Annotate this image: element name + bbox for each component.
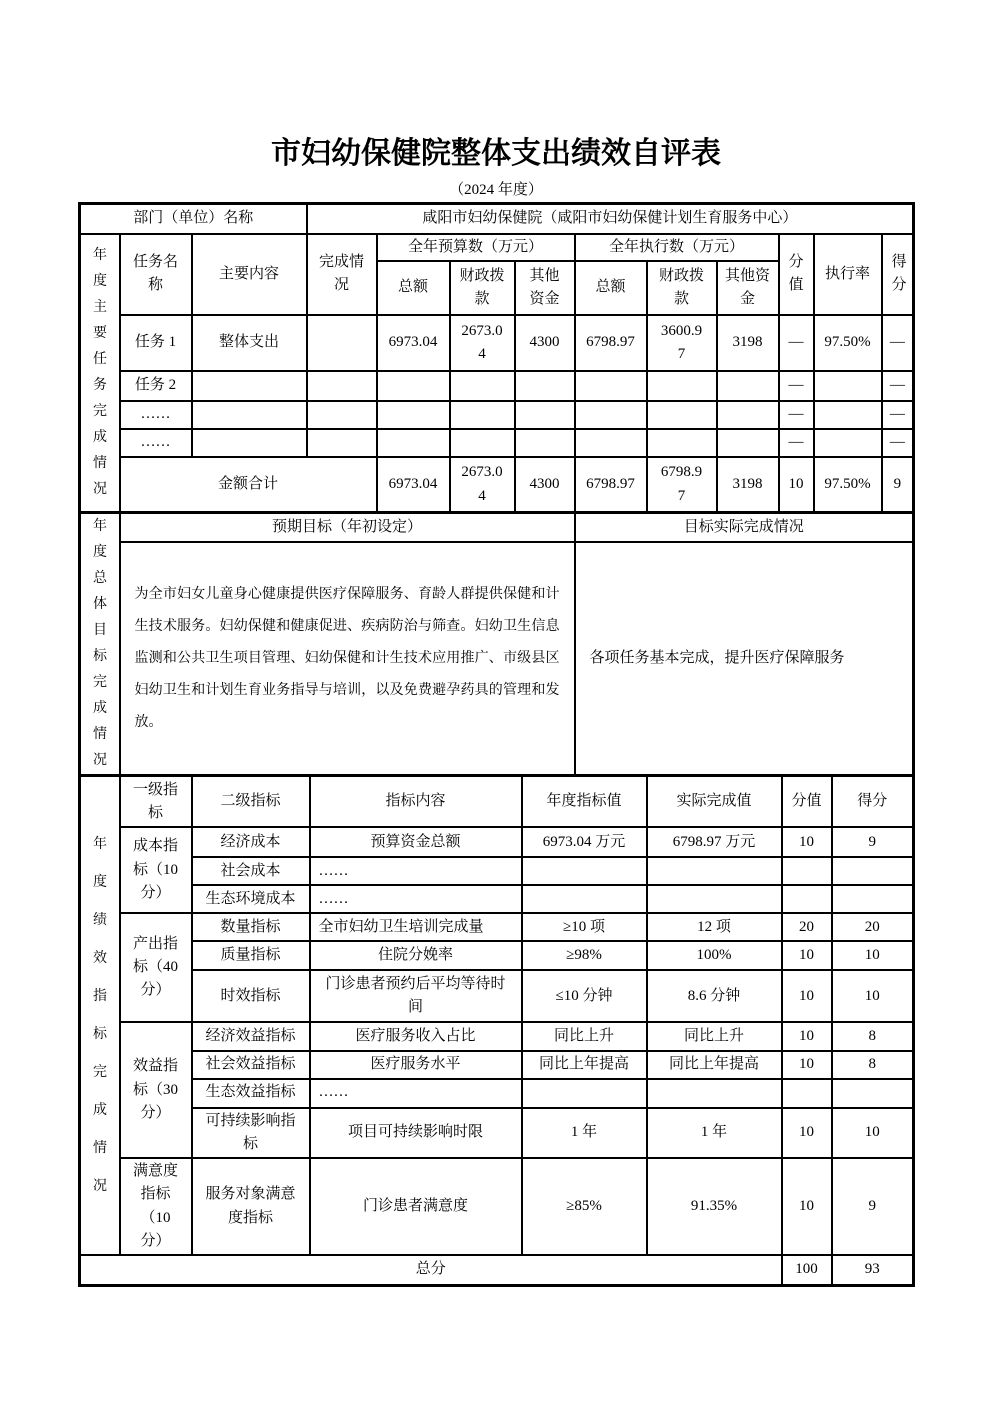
header-budget-fiscal: 财政拨款 — [450, 261, 515, 315]
evaluation-table — [78, 202, 912, 1287]
header-budget-group: 全年预算数（万元） — [377, 234, 575, 261]
level2-cell: 服务对象满意度指标 — [192, 1158, 310, 1255]
score-cell: 9 — [832, 827, 914, 857]
indicator-content-cell: 门诊患者预约后平均等待时间 — [310, 970, 522, 1022]
indicator-content-cell: 门诊患者满意度 — [310, 1158, 522, 1255]
exec-other-cell — [717, 371, 779, 401]
level2-cell: 数量指标 — [192, 913, 310, 941]
header-level2-indicator: 二级指标 — [192, 777, 310, 827]
task-row — [80, 371, 914, 401]
header-task-name: 任务名称 — [120, 234, 192, 315]
score-cell: — — [882, 429, 914, 457]
group-label-satisfaction: 满意度指标（10分） — [120, 1158, 192, 1255]
total-exec-total-cell: 6798.97 — [575, 457, 647, 513]
document-title: 市妇幼保健院整体支出绩效自评表 — [271, 137, 721, 170]
exec-rate-cell — [814, 371, 882, 401]
overall-goal-table — [78, 514, 915, 777]
group-label-cost: 成本指标（10分） — [120, 827, 192, 913]
completion-cell — [307, 401, 377, 429]
section2-side-label: 年度总体目标完成情况 — [80, 514, 120, 776]
budget-fiscal-cell — [450, 371, 515, 401]
points-cell — [782, 885, 832, 913]
indicator-row — [80, 941, 914, 970]
points-cell — [782, 857, 832, 885]
total-score-row — [80, 1255, 914, 1285]
points-cell: — — [779, 429, 814, 457]
task-name-cell: …… — [120, 401, 192, 429]
exec-fiscal-cell: 3600.97 — [647, 315, 717, 371]
target-value-cell — [522, 885, 647, 913]
points-cell: 10 — [782, 1051, 832, 1078]
exec-other-cell — [717, 401, 779, 429]
performance-indicators-table — [78, 777, 915, 1286]
task-name-cell: 任务 1 — [120, 315, 192, 371]
score-cell: 10 — [832, 1108, 914, 1159]
indicator-content-cell: 项目可持续影响时限 — [310, 1108, 522, 1159]
table-row — [80, 514, 914, 542]
budget-fiscal-cell — [450, 429, 515, 457]
header-exec-other: 其他资金 — [717, 261, 779, 315]
total-points-cell: 100 — [782, 1255, 832, 1285]
target-value-cell: ≤10 分钟 — [522, 970, 647, 1022]
indicator-content-cell: 预算资金总额 — [310, 827, 522, 857]
score-cell: 9 — [832, 1158, 914, 1255]
level2-cell: 可持续影响指标 — [192, 1108, 310, 1159]
task-name-cell: 任务 2 — [120, 371, 192, 401]
header-points: 分值 — [782, 777, 832, 827]
level2-cell: 社会效益指标 — [192, 1051, 310, 1078]
target-value-cell: ≥98% — [522, 941, 647, 970]
points-cell: 10 — [782, 1108, 832, 1159]
budget-total-cell — [377, 429, 450, 457]
main-content-cell: 整体支出 — [192, 315, 307, 371]
budget-other-cell — [515, 401, 575, 429]
points-cell: — — [779, 401, 814, 429]
actual-value-cell: 6798.97 万元 — [647, 827, 782, 857]
actual-completion-header: 目标实际完成情况 — [575, 514, 914, 542]
actual-completion-text: 各项任务基本完成，提升医疗保障服务 — [575, 542, 914, 775]
level2-cell: 时效指标 — [192, 970, 310, 1022]
target-value-cell: 同比上年提高 — [522, 1051, 647, 1078]
actual-value-cell: 同比上年提高 — [647, 1051, 782, 1078]
completion-cell — [307, 315, 377, 371]
score-cell: — — [882, 371, 914, 401]
exec-total-cell — [575, 429, 647, 457]
score-cell: 10 — [832, 941, 914, 970]
level2-cell: 经济效益指标 — [192, 1022, 310, 1051]
expected-goal-text: 为全市妇女儿童身心健康提供医疗保障服务、育龄人群提供保健和计生技术服务。妇幼保健和健康促进、疾病防治与筛查。妇幼卫生信息监测和公共卫生项目管理、妇幼保健和计生技术应用推广、市级县区妇幼卫生和计划生育业务指导与培训，以及免费避孕药具的管理和发放。 — [120, 542, 575, 775]
level2-cell: 社会成本 — [192, 857, 310, 885]
document-subtitle: （2024 年度） — [449, 182, 543, 198]
indicator-row — [80, 1022, 914, 1051]
actual-value-cell — [647, 1079, 782, 1108]
target-value-cell — [522, 857, 647, 885]
budget-total-cell — [377, 371, 450, 401]
score-cell: 20 — [832, 913, 914, 941]
level2-cell: 质量指标 — [192, 941, 310, 970]
total-points-cell: 10 — [779, 457, 814, 513]
score-cell: 8 — [832, 1051, 914, 1078]
budget-total-cell — [377, 401, 450, 429]
level2-cell: 生态环境成本 — [192, 885, 310, 913]
points-cell: 10 — [782, 1158, 832, 1255]
section3-side-label: 年度绩效指标完成情况 — [80, 777, 120, 1255]
group-label-benefit: 效益指标（30分） — [120, 1022, 192, 1158]
amount-total-row — [80, 457, 914, 513]
indicator-row — [80, 885, 914, 913]
task-row — [80, 401, 914, 429]
actual-value-cell: 91.35% — [647, 1158, 782, 1255]
budget-fiscal-cell — [450, 401, 515, 429]
exec-rate-cell — [814, 429, 882, 457]
indicator-content-cell: 全市妇幼卫生培训完成量 — [310, 913, 522, 941]
completion-cell — [307, 371, 377, 401]
actual-value-cell — [647, 857, 782, 885]
indicator-content-cell: 医疗服务水平 — [310, 1051, 522, 1078]
actual-value-cell: 8.6 分钟 — [647, 970, 782, 1022]
table-row — [80, 542, 914, 775]
exec-total-cell — [575, 371, 647, 401]
main-content-cell — [192, 371, 307, 401]
table-row — [80, 777, 914, 827]
table-row — [80, 234, 914, 261]
indicator-content-cell: …… — [310, 885, 522, 913]
total-score-cell: 93 — [832, 1255, 914, 1285]
amount-total-label: 金额合计 — [120, 457, 377, 513]
header-main-content: 主要内容 — [192, 234, 307, 315]
header-exec-total: 总额 — [575, 261, 647, 315]
target-value-cell: ≥10 项 — [522, 913, 647, 941]
exec-total-cell: 6798.97 — [575, 315, 647, 371]
indicator-row — [80, 1051, 914, 1078]
score-cell — [832, 857, 914, 885]
points-cell: — — [779, 315, 814, 371]
header-actual-value: 实际完成值 — [647, 777, 782, 827]
header-annual-target: 年度指标值 — [522, 777, 647, 827]
exec-rate-cell: 97.50% — [814, 315, 882, 371]
indicator-row — [80, 827, 914, 857]
total-budget-total-cell: 6973.04 — [377, 457, 450, 513]
header-exec-rate: 执行率 — [814, 234, 882, 315]
table-row — [80, 204, 914, 234]
header-budget-total: 总额 — [377, 261, 450, 315]
indicator-row — [80, 857, 914, 885]
total-exec-fiscal-cell: 6798.97 — [647, 457, 717, 513]
exec-rate-cell — [814, 401, 882, 429]
indicator-row — [80, 1158, 914, 1255]
exec-other-cell — [717, 429, 779, 457]
total-budget-other-cell: 4300 — [515, 457, 575, 513]
header-exec-group: 全年执行数（万元） — [575, 234, 779, 261]
score-cell: 10 — [832, 970, 914, 1022]
indicator-content-cell: …… — [310, 1079, 522, 1108]
header-completion: 完成情况 — [307, 234, 377, 315]
target-value-cell — [522, 1079, 647, 1108]
budget-other-cell — [515, 371, 575, 401]
exec-fiscal-cell — [647, 401, 717, 429]
budget-other-cell: 4300 — [515, 315, 575, 371]
total-score-label: 总分 — [80, 1255, 782, 1285]
exec-total-cell — [575, 401, 647, 429]
completion-cell — [307, 429, 377, 457]
indicator-content-cell: 医疗服务收入占比 — [310, 1022, 522, 1051]
budget-other-cell — [515, 429, 575, 457]
actual-value-cell: 12 项 — [647, 913, 782, 941]
score-cell — [832, 1079, 914, 1108]
dept-label-cell: 部门（单位）名称 — [80, 204, 307, 234]
task-row — [80, 315, 914, 371]
actual-value-cell: 100% — [647, 941, 782, 970]
points-cell: 10 — [782, 1022, 832, 1051]
total-budget-fiscal-cell: 2673.04 — [450, 457, 515, 513]
main-tasks-table — [78, 202, 915, 514]
score-cell: — — [882, 315, 914, 371]
exec-other-cell: 3198 — [717, 315, 779, 371]
header-exec-fiscal: 财政拨款 — [647, 261, 717, 315]
level2-cell: 经济成本 — [192, 827, 310, 857]
points-cell: 10 — [782, 970, 832, 1022]
total-score-cell: 9 — [882, 457, 914, 513]
level2-cell: 生态效益指标 — [192, 1079, 310, 1108]
task-name-cell: …… — [120, 429, 192, 457]
indicator-content-cell: …… — [310, 857, 522, 885]
total-exec-rate-cell: 97.50% — [814, 457, 882, 513]
group-label-output: 产出指标（40分） — [120, 913, 192, 1022]
points-cell: 20 — [782, 913, 832, 941]
points-cell: 10 — [782, 827, 832, 857]
indicator-content-cell: 住院分娩率 — [310, 941, 522, 970]
score-cell — [832, 885, 914, 913]
expected-goal-header: 预期目标（年初设定） — [120, 514, 575, 542]
task-row — [80, 429, 914, 457]
indicator-row — [80, 970, 914, 1022]
header-points: 分值 — [779, 234, 814, 315]
dept-value-cell: 咸阳市妇幼保健院（咸阳市妇幼保健计划生育服务中心） — [307, 204, 914, 234]
indicator-row — [80, 1108, 914, 1159]
header-budget-other: 其他资金 — [515, 261, 575, 315]
total-exec-other-cell: 3198 — [717, 457, 779, 513]
exec-fiscal-cell — [647, 371, 717, 401]
header-level1-indicator: 一级指标 — [120, 777, 192, 827]
budget-total-cell: 6973.04 — [377, 315, 450, 371]
exec-fiscal-cell — [647, 429, 717, 457]
header-indicator-content: 指标内容 — [310, 777, 522, 827]
target-value-cell: ≥85% — [522, 1158, 647, 1255]
main-content-cell — [192, 401, 307, 429]
actual-value-cell: 同比上升 — [647, 1022, 782, 1051]
section1-side-label: 年度主要任务完成情况 — [80, 234, 120, 513]
target-value-cell: 1 年 — [522, 1108, 647, 1159]
main-content-cell — [192, 429, 307, 457]
header-score: 得分 — [832, 777, 914, 827]
actual-value-cell — [647, 885, 782, 913]
actual-value-cell: 1 年 — [647, 1108, 782, 1159]
indicator-row — [80, 1079, 914, 1108]
score-cell: 8 — [832, 1022, 914, 1051]
header-score: 得分 — [882, 234, 914, 315]
points-cell — [782, 1079, 832, 1108]
score-cell: — — [882, 401, 914, 429]
budget-fiscal-cell: 2673.04 — [450, 315, 515, 371]
points-cell: 10 — [782, 941, 832, 970]
indicator-row — [80, 913, 914, 941]
points-cell: — — [779, 371, 814, 401]
target-value-cell: 同比上升 — [522, 1022, 647, 1051]
target-value-cell: 6973.04 万元 — [522, 827, 647, 857]
